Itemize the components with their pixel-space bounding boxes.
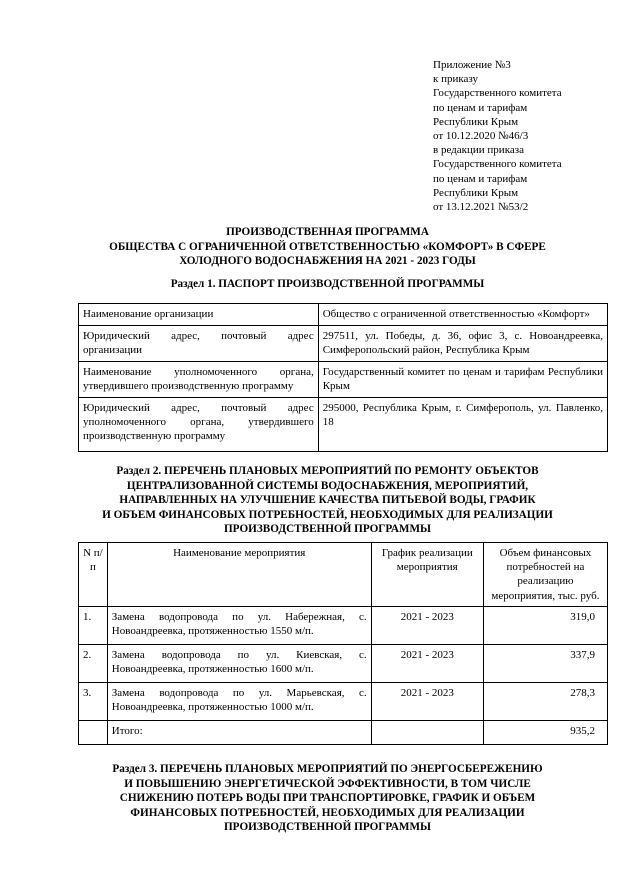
col-header-schedule: График реализации мероприятия: [371, 543, 483, 607]
row-num: 1.: [79, 607, 108, 645]
row-name: [107, 645, 371, 683]
table-row: [79, 362, 608, 398]
table-total-row: [79, 721, 608, 745]
total-label: Итого:: [107, 721, 371, 745]
section2-title-line: ПРОИЗВОДСТВЕННОЙ ПРОГРАММЫ: [223, 523, 432, 535]
section2-title-line: Раздел 2. ПЕРЕЧЕНЬ ПЛАНОВЫХ МЕРОПРИЯТИЙ ПО РЕМОНТУ ОБЪЕКТОВ: [116, 465, 539, 477]
section1-title: [40, 277, 615, 292]
main-title-line: ПРОИЗВОДСТВЕННАЯ ПРОГРАММА: [226, 226, 429, 238]
table-row: [79, 645, 608, 683]
appendix-line: Государственного комитета: [433, 87, 562, 100]
measures-table: [78, 542, 608, 745]
row-name: [107, 683, 371, 721]
appendix-line: Республики Крым: [433, 186, 519, 199]
row-name-text: Замена водопровода по ул. Марьевская, с. Новоандреевка, протяженностью 1000 м/п.: [111, 687, 367, 714]
appendix-line: по ценам и тарифам: [433, 101, 528, 114]
total-schedule: [371, 721, 483, 745]
table-row: [79, 304, 608, 326]
passport-label: Наименование уполномоченного органа, утвердившего производственную программу: [79, 362, 319, 398]
table-row: [79, 607, 608, 645]
passport-table: [78, 303, 608, 452]
appendix-block: [433, 58, 633, 214]
section2-title-line: ЦЕНТРАЛИЗОВАННОЙ СИСТЕМЫ ВОДОСНАБЖЕНИЯ, МЕРОПРИЯТИЙ,: [126, 479, 529, 492]
section3-title-line: Раздел 3. ПЕРЕЧЕНЬ ПЛАНОВЫХ МЕРОПРИЯТИЙ ПО ЭНЕРГОСБЕРЕЖЕНИЮ: [112, 763, 543, 775]
row-volume: 319,0: [483, 607, 607, 645]
main-title: [40, 225, 615, 269]
appendix-line: от 10.12.2020 №46/3: [433, 130, 529, 143]
section2-title-line: И ОБЪЕМ ФИНАНСОВЫХ ПОТРЕБНОСТЕЙ, НЕОБХОДИМЫХ ДЛЯ РЕАЛИЗАЦИИ: [102, 508, 553, 521]
passport-label: Наименование организации: [79, 304, 319, 326]
row-schedule: 2021 - 2023: [371, 683, 483, 721]
row-schedule: 2021 - 2023: [371, 607, 483, 645]
col-header-volume: Объем финансовых потребностей на реализацию мероприятия, тыс. руб.: [483, 543, 607, 607]
section3-title-line: И ПОВЫШЕНИЮ ЭНЕРГЕТИЧЕСКОЙ ЭФФЕКТИВНОСТИ, В ТОМ ЧИСЛЕ: [124, 777, 531, 790]
section2-title-line: НАПРАВЛЕННЫХ НА УЛУЧШЕНИЕ КАЧЕСТВА ПИТЬЕВОЙ ВОДЫ, ГРАФИК: [119, 494, 536, 506]
passport-label: Юридический адрес, почтовый адрес организации: [79, 326, 319, 362]
passport-value: 297511, ул. Победы, д. 36, офис 3, с. Новоандреевка, Симферопольский район, Республика Крым: [318, 326, 607, 362]
appendix-line: по ценам и тарифам: [433, 172, 528, 185]
appendix-line: в редакции приказа: [433, 144, 524, 157]
appendix-line: Государственного комитета: [433, 158, 562, 171]
passport-value: Государственный комитет по ценам и тарифам Республики Крым: [318, 362, 607, 398]
section3-title-line: СНИЖЕНИЮ ПОТЕРЬ ВОДЫ ПРИ ТРАНСПОРТИРОВКЕ, ГРАФИК И ОБЪЕМ: [119, 792, 536, 804]
appendix-line: к приказу: [433, 73, 479, 86]
appendix-line: от 13.12.2021 №53/2: [433, 201, 529, 214]
row-name-text: Замена водопровода по ул. Набережная, с. Новоандреевка, протяженностью 1550 м/п.: [111, 611, 367, 638]
main-title-line: ХОЛОДНОГО ВОДОСНАБЖЕНИЯ НА 2021 - 2023 ГОДЫ: [179, 255, 476, 267]
row-volume: 337,9: [483, 645, 607, 683]
table-header-row: [79, 543, 608, 607]
row-name-text: Замена водопровода по ул. Киевская, с. Новоандреевка, протяженностью 1600 м/п.: [111, 649, 367, 676]
col-header-num: N п/п: [79, 543, 108, 607]
passport-value: 295000, Республика Крым, г. Симферополь, ул. Павленко, 18: [318, 398, 607, 452]
col-header-name: Наименование мероприятия: [107, 543, 371, 607]
section3-title-line: ПРОИЗВОДСТВЕННОЙ ПРОГРАММЫ: [223, 821, 432, 833]
main-title-line: ОБЩЕСТВА С ОГРАНИЧЕННОЙ ОТВЕТСТВЕННОСТЬЮ «КОМФОРТ» В СФЕРЕ: [109, 240, 546, 253]
passport-label: Юридический адрес, почтовый адрес уполномоченного органа, утвердившего производственную программу: [79, 398, 319, 452]
table-row: [79, 326, 608, 362]
section2-title: [40, 464, 615, 537]
row-schedule: 2021 - 2023: [371, 645, 483, 683]
table-row: [79, 398, 608, 452]
total-volume: 935,2: [483, 721, 607, 745]
section3-title: [40, 762, 615, 835]
row-name: [107, 607, 371, 645]
section1-title-text: Раздел 1. ПАСПОРТ ПРОИЗВОДСТВЕННОЙ ПРОГРАММЫ: [170, 278, 485, 290]
appendix-line: Республики Крым: [433, 115, 519, 128]
appendix-line: Приложение №3: [433, 59, 511, 71]
total-num: [79, 721, 108, 745]
table-row: [79, 683, 608, 721]
section3-title-line: ФИНАНСОВЫХ ПОТРЕБНОСТЕЙ, НЕОБХОДИМЫХ ДЛЯ РЕАЛИЗАЦИИ: [130, 806, 525, 819]
row-num: 3.: [79, 683, 108, 721]
passport-value: Общество с ограниченной ответственностью «Комфорт»: [318, 304, 607, 326]
row-num: 2.: [79, 645, 108, 683]
row-volume: 278,3: [483, 683, 607, 721]
